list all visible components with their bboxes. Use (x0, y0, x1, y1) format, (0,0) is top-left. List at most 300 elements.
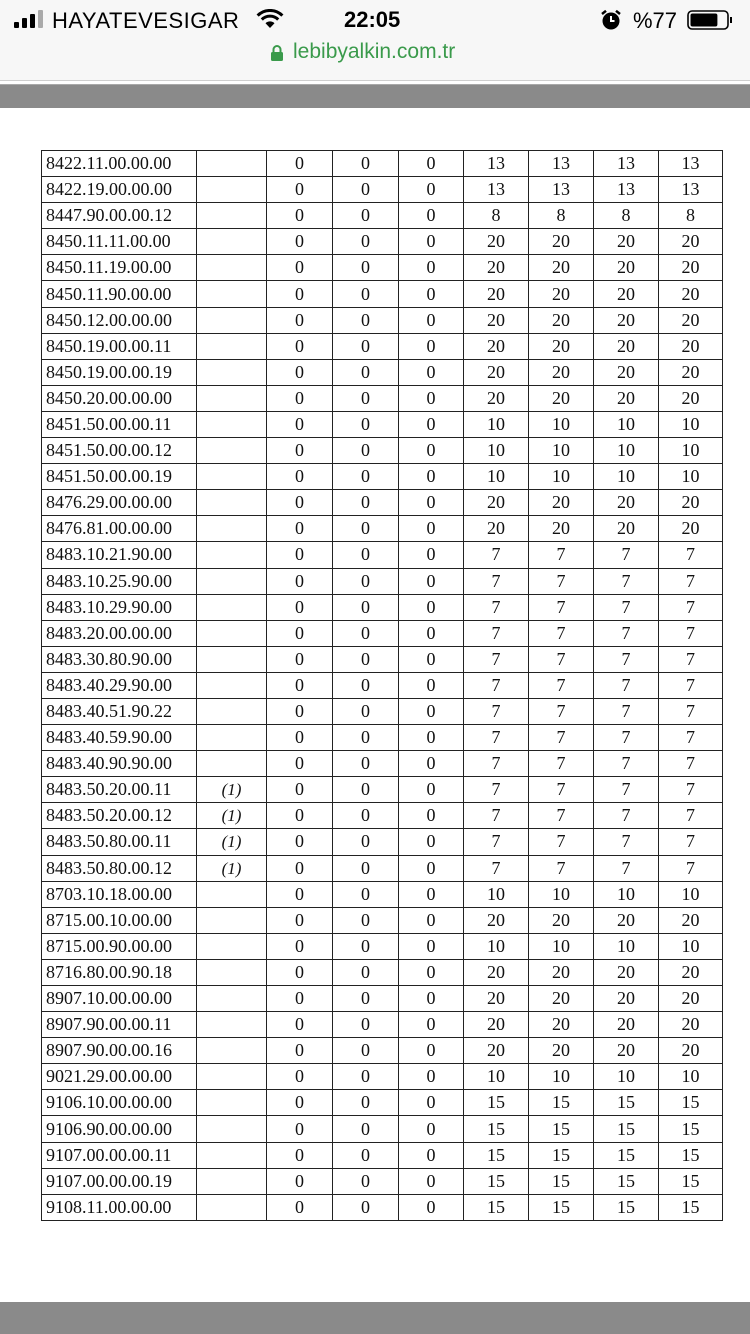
rate-cell: 7 (529, 594, 594, 620)
footnote-cell (197, 725, 267, 751)
tariff-code-cell: 8483.50.20.00.11 (42, 777, 197, 803)
footnote-cell (197, 516, 267, 542)
rate-cell: 20 (659, 385, 723, 411)
rate-cell: 10 (529, 464, 594, 490)
tariff-code-cell: 8907.90.00.00.11 (42, 1012, 197, 1038)
rate-cell: 15 (529, 1142, 594, 1168)
rate-cell: 7 (529, 855, 594, 881)
rate-cell: 20 (529, 986, 594, 1012)
table-row (42, 151, 723, 177)
rate-cell: 15 (529, 1194, 594, 1220)
rate-cell: 0 (333, 1142, 399, 1168)
rate-cell: 0 (333, 1168, 399, 1194)
tariff-code-cell: 9106.90.00.00.00 (42, 1116, 197, 1142)
tariff-code-cell: 8450.11.11.00.00 (42, 229, 197, 255)
rate-cell: 0 (333, 777, 399, 803)
footnote-cell (197, 359, 267, 385)
rate-cell: 0 (399, 881, 464, 907)
table-row (42, 516, 723, 542)
rate-cell: 0 (267, 1116, 333, 1142)
rate-cell: 7 (464, 725, 529, 751)
rate-cell: 20 (659, 359, 723, 385)
rate-cell: 13 (659, 151, 723, 177)
table-row (42, 281, 723, 307)
footnote-cell (197, 542, 267, 568)
rate-cell: 20 (659, 255, 723, 281)
rate-cell: 10 (594, 933, 659, 959)
rate-cell: 20 (529, 307, 594, 333)
rate-cell: 0 (399, 333, 464, 359)
rate-cell: 8 (529, 203, 594, 229)
tariff-code-cell: 8483.40.51.90.22 (42, 698, 197, 724)
rate-cell: 0 (267, 777, 333, 803)
rate-cell: 20 (464, 986, 529, 1012)
rate-cell: 7 (594, 568, 659, 594)
rate-cell: 20 (529, 907, 594, 933)
rate-cell: 0 (333, 594, 399, 620)
rate-cell: 20 (464, 359, 529, 385)
rate-cell: 0 (267, 229, 333, 255)
rate-cell: 20 (464, 229, 529, 255)
rate-cell: 7 (464, 698, 529, 724)
rate-cell: 0 (399, 1090, 464, 1116)
address-bar[interactable] (0, 40, 750, 81)
table-row (42, 725, 723, 751)
battery-percentage: %77 (633, 8, 678, 33)
table-row (42, 568, 723, 594)
rate-cell: 7 (529, 698, 594, 724)
rate-cell: 7 (594, 542, 659, 568)
rate-cell: 0 (267, 516, 333, 542)
table-row (42, 594, 723, 620)
tariff-code-cell: 8907.10.00.00.00 (42, 986, 197, 1012)
footnote-cell (197, 1116, 267, 1142)
rate-cell: 0 (333, 986, 399, 1012)
rate-cell: 15 (464, 1116, 529, 1142)
footnote-cell (197, 620, 267, 646)
tariff-code-cell: 9021.29.00.00.00 (42, 1064, 197, 1090)
rate-cell: 8 (659, 203, 723, 229)
rate-cell: 15 (529, 1090, 594, 1116)
rate-cell: 0 (399, 516, 464, 542)
table-row (42, 411, 723, 437)
rate-cell: 20 (594, 907, 659, 933)
rate-cell: 20 (594, 959, 659, 985)
rate-cell: 15 (594, 1168, 659, 1194)
cellular-signal-icon (14, 10, 46, 28)
rate-cell: 0 (333, 255, 399, 281)
rate-cell: 0 (333, 907, 399, 933)
rate-cell: 0 (399, 986, 464, 1012)
rate-cell: 0 (267, 1012, 333, 1038)
rate-cell: 7 (659, 855, 723, 881)
url-text[interactable]: lebibyalkin.com.tr (293, 40, 456, 63)
rate-cell: 20 (529, 516, 594, 542)
rate-cell: 15 (464, 1142, 529, 1168)
tariff-code-cell: 8483.40.59.90.00 (42, 725, 197, 751)
lock-icon (270, 44, 284, 62)
rate-cell: 0 (399, 1038, 464, 1064)
footnote-cell (197, 986, 267, 1012)
rate-cell: 0 (333, 1064, 399, 1090)
rate-cell: 20 (594, 255, 659, 281)
rate-cell: 8 (594, 203, 659, 229)
rate-cell: 15 (464, 1168, 529, 1194)
tariff-code-cell: 8483.50.80.00.11 (42, 829, 197, 855)
rate-cell: 0 (267, 751, 333, 777)
rate-cell: 0 (267, 151, 333, 177)
rate-cell: 20 (464, 1038, 529, 1064)
rate-cell: 15 (659, 1142, 723, 1168)
table-row (42, 620, 723, 646)
tariff-code-cell: 8450.19.00.00.19 (42, 359, 197, 385)
rate-cell: 0 (399, 307, 464, 333)
rate-cell: 0 (333, 229, 399, 255)
rate-cell: 7 (464, 672, 529, 698)
rate-cell: 20 (594, 1038, 659, 1064)
footnote-cell (197, 255, 267, 281)
rate-cell: 0 (399, 959, 464, 985)
rate-cell: 0 (399, 698, 464, 724)
footnote-cell: (1) (197, 855, 267, 881)
footnote-cell (197, 438, 267, 464)
rate-cell: 13 (529, 177, 594, 203)
rate-cell: 15 (529, 1168, 594, 1194)
table-row (42, 438, 723, 464)
table-row (42, 490, 723, 516)
table-row (42, 203, 723, 229)
footnote-cell (197, 646, 267, 672)
rate-cell: 0 (333, 1194, 399, 1220)
rate-cell: 7 (464, 620, 529, 646)
rate-cell: 0 (333, 855, 399, 881)
rate-cell: 0 (333, 725, 399, 751)
rate-cell: 0 (399, 907, 464, 933)
rate-cell: 7 (659, 594, 723, 620)
table-row (42, 255, 723, 281)
rate-cell: 20 (464, 1012, 529, 1038)
rate-cell: 0 (333, 333, 399, 359)
rate-cell: 20 (659, 333, 723, 359)
table-row (42, 751, 723, 777)
rate-cell: 10 (594, 1064, 659, 1090)
table-row (42, 646, 723, 672)
alarm-clock-icon (600, 9, 622, 31)
rate-cell: 20 (659, 307, 723, 333)
rate-cell: 0 (333, 829, 399, 855)
rate-cell: 20 (594, 229, 659, 255)
rate-cell: 20 (529, 229, 594, 255)
tariff-code-cell: 8476.29.00.00.00 (42, 490, 197, 516)
rate-cell: 7 (529, 542, 594, 568)
rate-cell: 0 (333, 516, 399, 542)
rate-cell: 7 (464, 646, 529, 672)
rate-cell: 15 (464, 1090, 529, 1116)
rate-cell: 0 (267, 255, 333, 281)
rate-cell: 0 (333, 933, 399, 959)
rate-cell: 15 (659, 1194, 723, 1220)
table-row (42, 229, 723, 255)
rate-cell: 0 (333, 803, 399, 829)
rate-cell: 0 (333, 568, 399, 594)
table-row (42, 881, 723, 907)
carrier-name: HAYATEVESIGAR (52, 8, 240, 33)
rate-cell: 0 (399, 1012, 464, 1038)
footnote-cell (197, 1064, 267, 1090)
rate-cell: 20 (464, 307, 529, 333)
rate-cell: 0 (399, 490, 464, 516)
rate-cell: 7 (529, 803, 594, 829)
rate-cell: 20 (594, 1012, 659, 1038)
rate-cell: 0 (399, 151, 464, 177)
footnote-cell (197, 1012, 267, 1038)
rate-cell: 7 (659, 646, 723, 672)
footnote-cell (197, 151, 267, 177)
tariff-code-cell: 8483.10.25.90.00 (42, 568, 197, 594)
tariff-table (41, 150, 723, 1221)
rate-cell: 0 (267, 307, 333, 333)
rate-cell: 20 (594, 307, 659, 333)
rate-cell: 0 (333, 307, 399, 333)
footnote-cell (197, 1194, 267, 1220)
rate-cell: 10 (659, 464, 723, 490)
rate-cell: 20 (464, 490, 529, 516)
table-row (42, 1090, 723, 1116)
rate-cell: 10 (659, 411, 723, 437)
table-row (42, 777, 723, 803)
footnote-cell (197, 959, 267, 985)
rate-cell: 0 (399, 542, 464, 568)
rate-cell: 10 (594, 881, 659, 907)
rate-cell: 20 (594, 281, 659, 307)
rate-cell: 7 (594, 829, 659, 855)
rate-cell: 0 (399, 1142, 464, 1168)
table-row (42, 698, 723, 724)
rate-cell: 10 (464, 438, 529, 464)
rate-cell: 10 (594, 464, 659, 490)
rate-cell: 7 (594, 777, 659, 803)
footnote-cell (197, 1090, 267, 1116)
rate-cell: 0 (399, 411, 464, 437)
rate-cell: 20 (529, 333, 594, 359)
rate-cell: 20 (464, 385, 529, 411)
rate-cell: 0 (333, 959, 399, 985)
table-row (42, 333, 723, 359)
table-row (42, 672, 723, 698)
footnote-cell (197, 1168, 267, 1194)
table-row (42, 1012, 723, 1038)
tariff-code-cell: 8447.90.00.00.12 (42, 203, 197, 229)
rate-cell: 0 (399, 203, 464, 229)
tariff-code-cell: 8715.00.10.00.00 (42, 907, 197, 933)
rate-cell: 0 (267, 1038, 333, 1064)
rate-cell: 0 (267, 986, 333, 1012)
rate-cell: 0 (333, 751, 399, 777)
rate-cell: 0 (267, 881, 333, 907)
rate-cell: 20 (464, 333, 529, 359)
table-row (42, 829, 723, 855)
table-row (42, 1194, 723, 1220)
rate-cell: 0 (333, 411, 399, 437)
tariff-code-cell: 8483.20.00.00.00 (42, 620, 197, 646)
rate-cell: 20 (529, 281, 594, 307)
footnote-cell (197, 229, 267, 255)
tariff-code-cell: 8451.50.00.00.19 (42, 464, 197, 490)
rate-cell: 0 (267, 698, 333, 724)
rate-cell: 7 (659, 672, 723, 698)
tariff-code-cell: 9106.10.00.00.00 (42, 1090, 197, 1116)
rate-cell: 20 (659, 229, 723, 255)
rate-cell: 20 (529, 255, 594, 281)
table-row (42, 1038, 723, 1064)
rate-cell: 7 (464, 855, 529, 881)
table-row (42, 855, 723, 881)
rate-cell: 0 (333, 672, 399, 698)
rate-cell: 0 (399, 438, 464, 464)
rate-cell: 10 (659, 1064, 723, 1090)
rate-cell: 0 (333, 620, 399, 646)
rate-cell: 20 (594, 516, 659, 542)
rate-cell: 15 (594, 1090, 659, 1116)
rate-cell: 0 (399, 672, 464, 698)
tariff-code-cell: 9107.00.00.00.19 (42, 1168, 197, 1194)
rate-cell: 20 (594, 385, 659, 411)
footnote-cell (197, 751, 267, 777)
rate-cell: 20 (659, 986, 723, 1012)
rate-cell: 0 (333, 646, 399, 672)
rate-cell: 0 (399, 385, 464, 411)
rate-cell: 7 (529, 672, 594, 698)
tariff-code-cell: 8483.10.21.90.00 (42, 542, 197, 568)
rate-cell: 0 (267, 725, 333, 751)
rate-cell: 0 (267, 177, 333, 203)
rate-cell: 0 (267, 1142, 333, 1168)
footnote-cell (197, 594, 267, 620)
rate-cell: 7 (659, 751, 723, 777)
rate-cell: 15 (464, 1194, 529, 1220)
rate-cell: 0 (267, 568, 333, 594)
rate-cell: 20 (594, 986, 659, 1012)
footnote-cell (197, 411, 267, 437)
rate-cell: 0 (333, 1012, 399, 1038)
rate-cell: 7 (529, 620, 594, 646)
rate-cell: 0 (267, 829, 333, 855)
rate-cell: 10 (464, 933, 529, 959)
rate-cell: 0 (399, 933, 464, 959)
table-row (42, 1168, 723, 1194)
rate-cell: 0 (333, 359, 399, 385)
rate-cell: 0 (333, 151, 399, 177)
rate-cell: 0 (267, 490, 333, 516)
rate-cell: 7 (594, 751, 659, 777)
rate-cell: 13 (529, 151, 594, 177)
rate-cell: 0 (399, 229, 464, 255)
table-row (42, 959, 723, 985)
tariff-code-cell: 8715.00.90.00.00 (42, 933, 197, 959)
table-row (42, 542, 723, 568)
rate-cell: 7 (659, 777, 723, 803)
rate-cell: 7 (464, 568, 529, 594)
rate-cell: 0 (399, 568, 464, 594)
table-row (42, 177, 723, 203)
footnote-cell (197, 385, 267, 411)
rate-cell: 0 (267, 672, 333, 698)
rate-cell: 10 (529, 881, 594, 907)
rate-cell: 10 (594, 438, 659, 464)
footnote-cell: (1) (197, 777, 267, 803)
rate-cell: 15 (659, 1168, 723, 1194)
rate-cell: 7 (529, 646, 594, 672)
rate-cell: 10 (659, 933, 723, 959)
rate-cell: 0 (399, 359, 464, 385)
footnote-cell (197, 933, 267, 959)
rate-cell: 7 (464, 803, 529, 829)
rate-cell: 7 (659, 698, 723, 724)
tariff-code-cell: 8483.50.20.00.12 (42, 803, 197, 829)
rate-cell: 20 (464, 907, 529, 933)
table-row (42, 907, 723, 933)
rate-cell: 10 (659, 438, 723, 464)
rate-cell: 0 (333, 385, 399, 411)
rate-cell: 10 (594, 411, 659, 437)
rate-cell: 0 (267, 1168, 333, 1194)
tariff-code-cell: 8483.40.90.90.00 (42, 751, 197, 777)
rate-cell: 0 (267, 594, 333, 620)
rate-cell: 15 (594, 1142, 659, 1168)
rate-cell: 20 (659, 490, 723, 516)
footnote-cell (197, 698, 267, 724)
rate-cell: 13 (594, 151, 659, 177)
rate-cell: 20 (594, 359, 659, 385)
rate-cell: 0 (267, 438, 333, 464)
rate-cell: 0 (399, 464, 464, 490)
rate-cell: 7 (594, 594, 659, 620)
rate-cell: 7 (529, 568, 594, 594)
table-row (42, 933, 723, 959)
tariff-code-cell: 8422.11.00.00.00 (42, 151, 197, 177)
rate-cell: 0 (267, 1064, 333, 1090)
status-bar (0, 0, 750, 40)
rate-cell: 7 (529, 725, 594, 751)
tariff-code-cell: 8483.50.80.00.12 (42, 855, 197, 881)
rate-cell: 0 (267, 359, 333, 385)
tariff-code-cell: 8450.11.19.00.00 (42, 255, 197, 281)
table-row (42, 307, 723, 333)
rate-cell: 8 (464, 203, 529, 229)
rate-cell: 0 (399, 646, 464, 672)
rate-cell: 10 (529, 1064, 594, 1090)
tariff-code-cell: 8703.10.18.00.00 (42, 881, 197, 907)
rate-cell: 0 (267, 411, 333, 437)
footnote-cell (197, 881, 267, 907)
tariff-code-cell: 8451.50.00.00.12 (42, 438, 197, 464)
rate-cell: 20 (594, 490, 659, 516)
rate-cell: 0 (399, 594, 464, 620)
rate-cell: 20 (529, 1012, 594, 1038)
battery-icon (687, 10, 733, 30)
rate-cell: 7 (594, 646, 659, 672)
rate-cell: 0 (333, 1116, 399, 1142)
footnote-cell (197, 307, 267, 333)
viewer-top-band (0, 84, 750, 109)
rate-cell: 20 (594, 333, 659, 359)
tariff-code-cell: 8476.81.00.00.00 (42, 516, 197, 542)
rate-cell: 0 (267, 542, 333, 568)
table-row (42, 359, 723, 385)
rate-cell: 15 (529, 1116, 594, 1142)
rate-cell: 10 (464, 411, 529, 437)
rate-cell: 7 (464, 542, 529, 568)
